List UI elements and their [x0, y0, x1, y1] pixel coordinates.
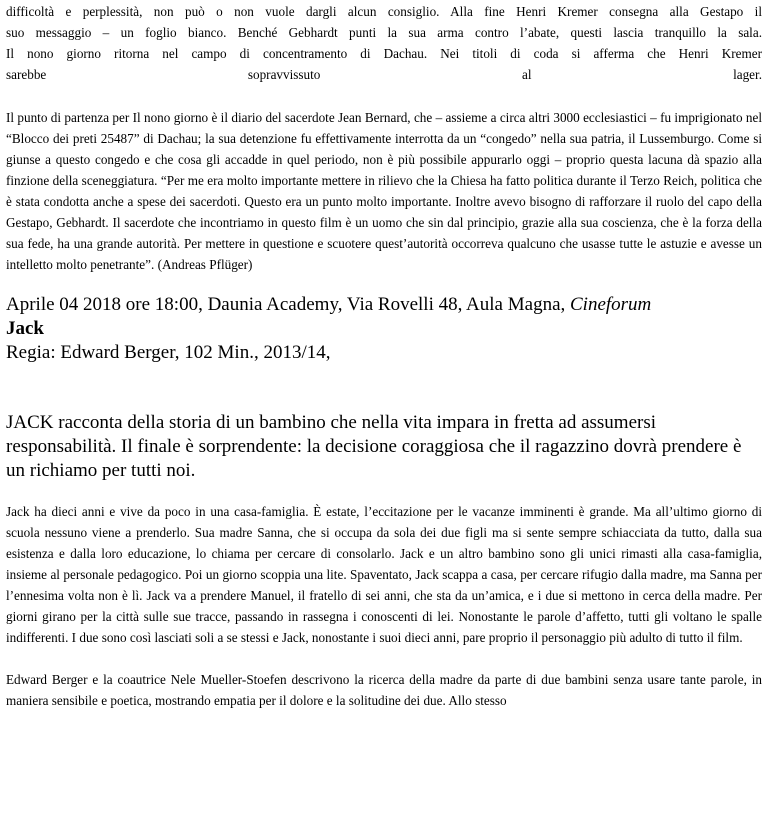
document-page — [6, 0, 762, 711]
film-headline: JACK racconta della storia di un bambino che nella vita impara in fretta ad assumersi responsabilità. Il finale è sorprendente: la decisione coraggiosa che il ragazzino dovrà prendere è un richiamo per tutti noi. — [6, 412, 742, 481]
paragraph-line: suo messaggio – un foglio bianco. Benché Gebhardt punti la sua arma contro l’abate, questi lascia tranquillo la sala. — [6, 25, 762, 40]
paragraph-plot: Jack ha dieci anni e vive da poco in una casa-famiglia. È estate, l’eccitazione per le vacanze imminenti è grande. Ma all’ultimo giorno di scuola nessuno viene a prenderlo. Sua madre Sanna, che si occupa da sola dei due figli ma si sente sempre schiacciata da tutto, dalla sua esistenza e dalla loro educazione, lo chiama per cercare di consolarlo. Jack e un altro bambino sono gli unici rimasti alla casa-famiglia, insieme al personale pedagogico. Poi un giorno scoppia una lite. Spaventato, Jack scappa a casa, per cercare rifugio dalla madre, ma Sanna per l’ennesima volta non è lì. Jack va a prendere Manuel, il fratello di sei anni, che sta da un’amica, e i due si mettono in cerca della madre. Per giorni girano per la città sulle sue tracce, passando in rassegna i conoscenti di lei. Nonostante le parole d’affetto, tutti gli voltano le spalle indifferenti. I due sono così lasciati soli a se stessi e Jack, nonostante i suoi dieci anni, pare proprio il personaggio più adulto di tutto il film. — [6, 504, 762, 645]
paragraph-line: sarebbe sopravvissuto al lager. — [6, 67, 762, 82]
paragraph-line: difficoltà e perplessità, non può o non vuole dargli alcun consiglio. Alla fine Henri Kremer consegna alla Gestapo il — [6, 4, 762, 19]
paragraph-ending-plot — [6, 0, 762, 85]
paragraph-review: Edward Berger e la coautrice Nele Mueller-Stoefen descrivono la ricerca della madre da parte di due bambini senza usare tante parole, in maniera sensibile e poetica, mostrando empatia per il dolore e la solitudine dei due. Allo stesso — [6, 672, 762, 708]
event-series: Cineforum — [570, 294, 652, 315]
film-director: Regia: Edward Berger, 102 Min., 2013/14, — [6, 342, 331, 363]
event-date-text: Aprile 04 2018 ore 18:00, Daunia Academy, Via Rovelli 48, Aula Magna, — [6, 294, 570, 315]
film-title-text: Jack — [6, 318, 44, 339]
paragraph-background: Il punto di partenza per Il nono giorno è il diario del sacerdote Jean Bernard, che – assieme a circa altri 3000 ecclesiastici – fu imprigionato nel “Blocco dei preti 25487” di Dachau; la sua detenzione fu effettivamente interrotta da un “congedo” nella sua patria, il Lussemburgo. Come si giunse a questo congedo e che cosa gli accadde in quel periodo, non è più possibile appurarlo oggi – proprio questa lacuna dà spazio alla finzione della sceneggiatura. “Per me era molto importante mettere in rilievo che la Chiesa ha fatto politica durante il Terzo Reich, politica che è stata condotta anche a spese dei sacerdoti. Questo era un punto molto importante. Inoltre avevo bisogno di rafforzare il ruolo del capo della Gestapo, Gebhardt. Il sacerdote che incontriamo in questo film è un uomo che sin dal principio, grazie alla sua coscienza, che è la forza della sua fede, ha una grande autorità. Per mettere in questione e scuotere quest’autorità occorreva qualcuno che usasse tutte le astuzie e avesse un intelletto molto penetrante”. (Andreas Pflüger) — [6, 110, 762, 272]
event-date-line — [6, 293, 762, 317]
film-title — [6, 317, 762, 341]
event-block — [6, 293, 762, 365]
paragraph-line: Il nono giorno ritorna nel campo di concentramento di Dachau. Nei titoli di coda si afferma che Henri Kremer — [6, 46, 762, 61]
